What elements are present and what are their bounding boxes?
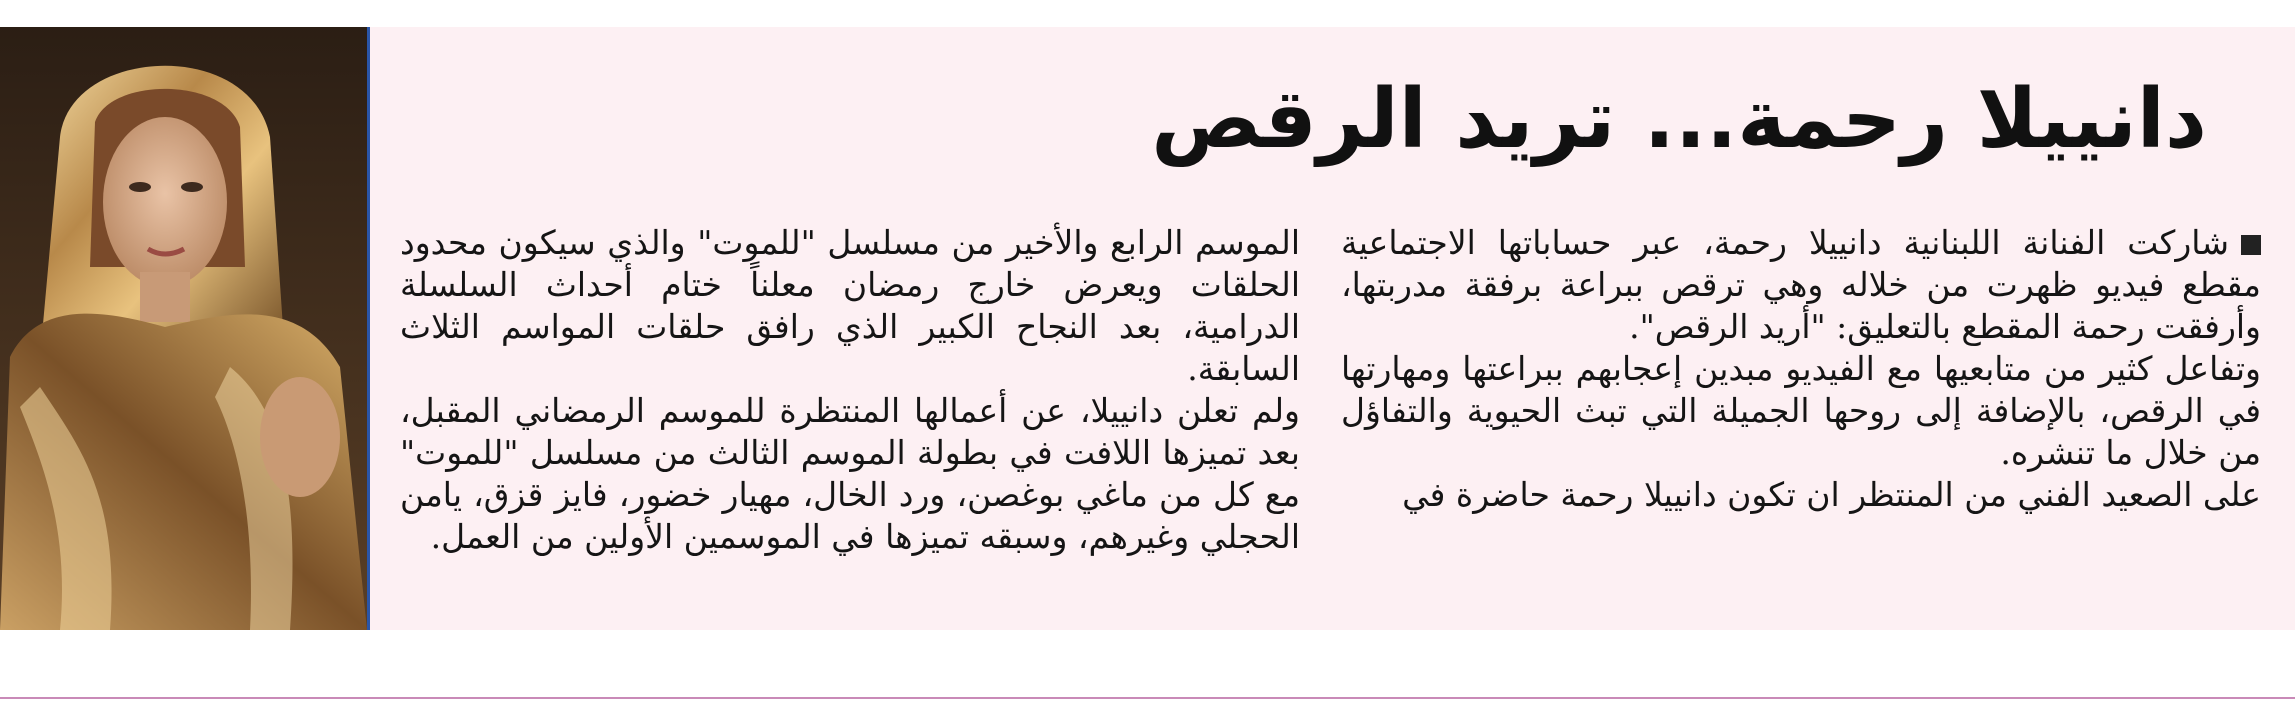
article-headline: دانييلا رحمة... تريد الرقص bbox=[1151, 72, 2207, 167]
paragraph-3: على الصعيد الفني من المنتظر ان تكون دانييلا رحمة حاضرة في bbox=[1402, 475, 2261, 514]
bottom-divider bbox=[0, 697, 2295, 699]
article-column-left bbox=[400, 222, 1300, 558]
portrait-photo bbox=[0, 27, 370, 630]
portrait-illustration bbox=[0, 27, 367, 630]
paragraph-2: وتفاعل كثير من متابعيها مع الفيديو مبدين إعجابهم ببراعتها ومهارتها في الرقص، بالإضافة إلى روحها الجميلة التي تبث الحيوية والتفاؤل من خلال ما تنشره. bbox=[1341, 349, 2261, 472]
bullet-square-icon bbox=[2241, 235, 2261, 255]
article-column-right bbox=[1341, 222, 2261, 516]
paragraph-5: ولم تعلن دانييلا، عن أعمالها المنتظرة للموسم الرمضاني المقبل، بعد تميزها اللافت في بطولة الموسم الثالث من مسلسل "للموت" مع كل من ماغي بوغصن، ورد الخال، مهيار خضور، فايز قزق، يامن الحجلي وغيرهم، وسبقه تميزها في الموسمين الأولين من العمل. bbox=[400, 391, 1300, 556]
paragraph-4: الموسم الرابع والأخير من مسلسل "للموت" والذي سيكون محدود الحلقات ويعرض خارج رمضان معلناً ختام أحداث السلسلة الدرامية، بعد النجاح الكبير الذي رافق حلقات المواسم الثلاث السابقة. bbox=[400, 223, 1300, 388]
paragraph-1: شاركت الفنانة اللبنانية دانييلا رحمة، عبر حساباتها الاجتماعية مقطع فيديو ظهرت من خلاله وهي ترقص ببراعة برفقة مدربتها، وأرفقت رحمة المقطع بالتعليق: "أريد الرقص". bbox=[1341, 223, 2261, 346]
